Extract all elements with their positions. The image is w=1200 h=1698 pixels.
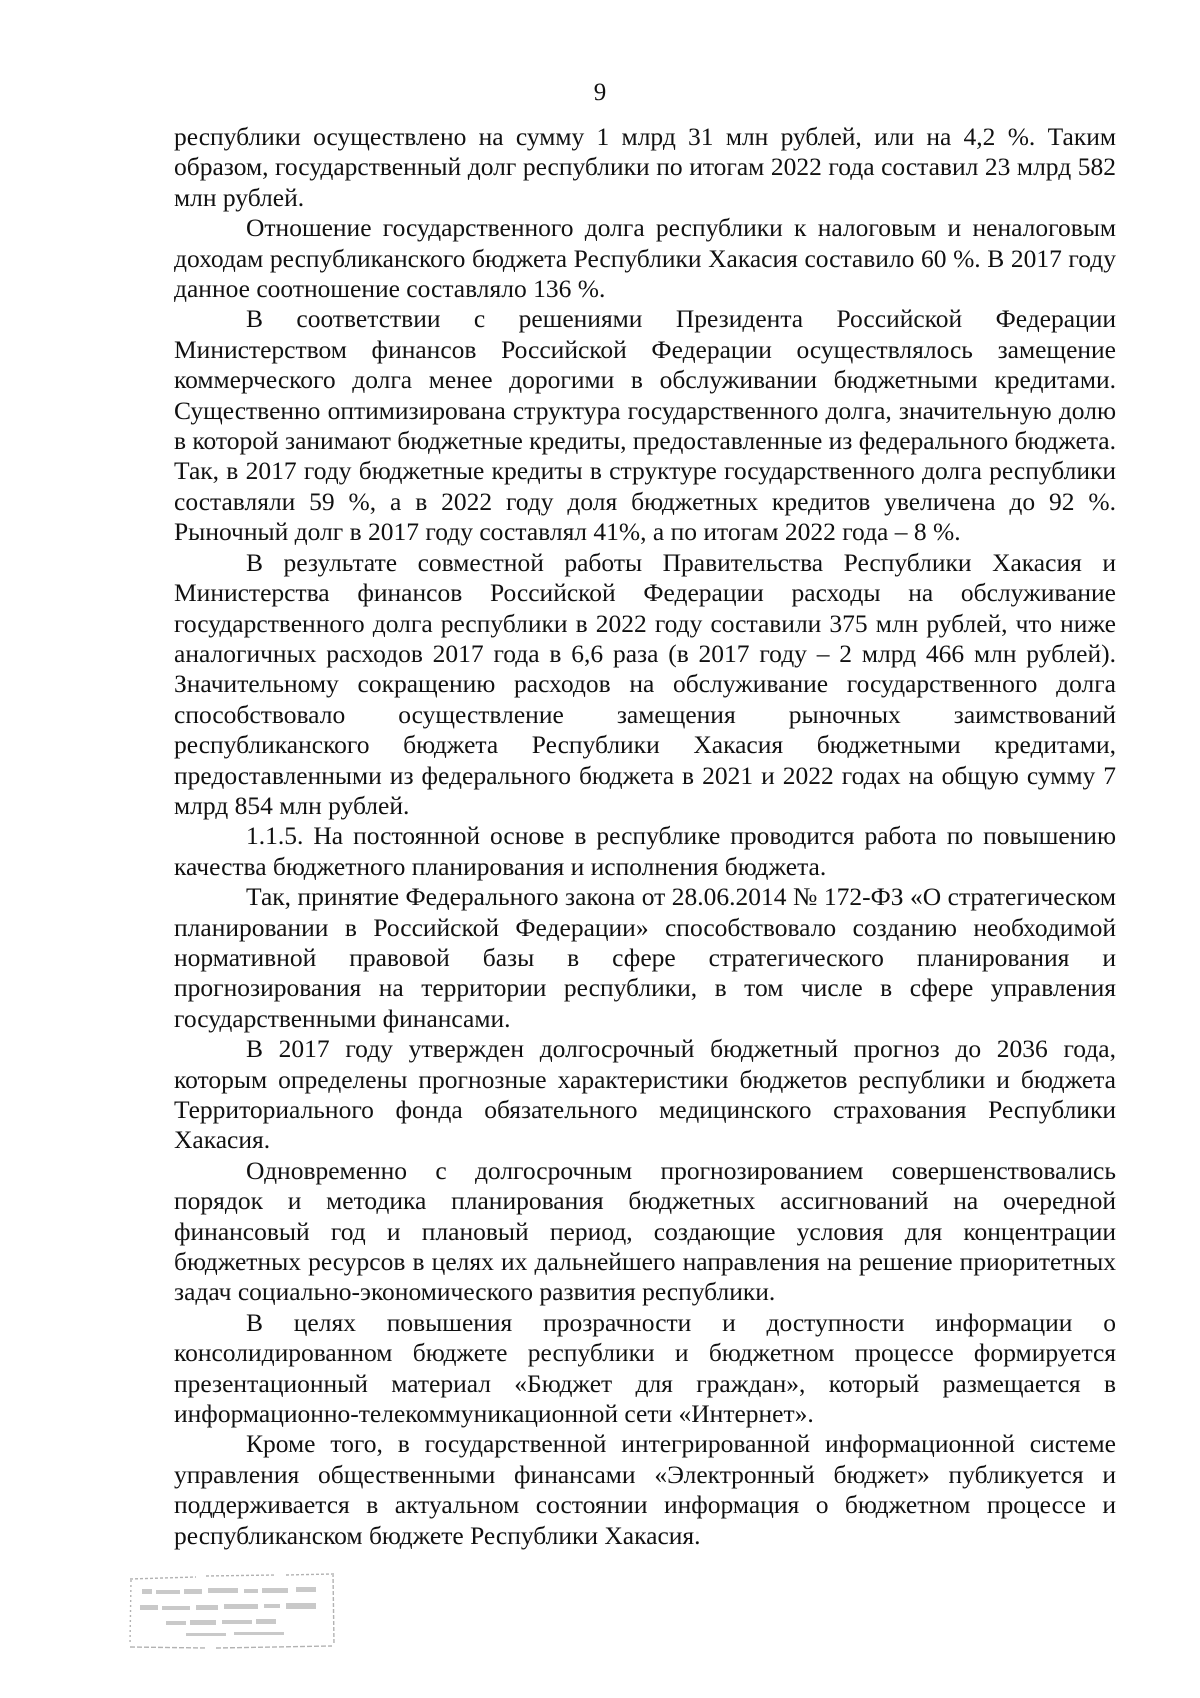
page-number: 9 [593,79,607,106]
paragraph-2: Отношение государственного долга республики к налоговым и неналоговым доходам республиканского бюджета Республики Хакасия составило 60 %. В 2017 году данное соотношение составляло 136 %. [174,213,1116,304]
paragraph-7: В 2017 году утвержден долгосрочный бюджетный прогноз до 2036 года, которым определены прогнозные характеристики бюджетов республики и бюджета Территориального фонда обязательного медицинского страхования Республики Хакасия. [174,1034,1116,1155]
paragraph-1: республики осуществлено на сумму 1 млрд 31 млн рублей, или на 4,2 %. Таким образом, государственный долг республики по итогам 2022 года составил 23 млрд 582 млн рублей. [174,122,1116,212]
paragraph-5: 1.1.5. На постоянной основе в республике проводится работа по повышению качества бюджетного планирования и исполнения бюджета. [174,821,1116,881]
paragraph-6: Так, принятие Федерального закона от 28.06.2014 № 172-ФЗ «О стратегическом планировании в Российской Федерации» способствовало созданию необходимой нормативной правовой базы в сфере стратегического планирования и прогнозирования на территории республики, в том числе в сфере управления государственными финансами. [174,882,1116,1033]
paragraph-10: Кроме того, в государственной интегрированной информационной системе управления общественными финансами «Электронный бюджет» публикуется и поддерживается в актуальном состоянии информация о бюджетном процессе и республиканском бюджете Республики Хакасия. [174,1429,1116,1550]
paragraph-8: Одновременно с долгосрочным прогнозированием совершенствовались порядок и методика планирования бюджетных ассигнований на очередной финансовый год и плановый период, создающие условия для концентрации бюджетных ресурсов в целях их дальнейшего направления на решение приоритетных задач социально-экономического развития республики. [174,1155,1116,1307]
faded-stamp-icon [126,1565,342,1653]
paragraph-9: В целях повышения прозрачности и доступности информации о консолидированном бюджете республики и бюджетном процессе формируется презентационный материал «Бюджет для граждан», который размещается в информационно-телекоммуникационной сети «Интернет». [174,1307,1116,1429]
document-body [174,122,1116,1551]
paragraph-3: В соответствии с решениями Президента Российской Федерации Министерством финансов Российской Федерации осуществлялось замещение коммерческого долга менее дорогими в обслуживании бюджетными кредитами. Существенно оптимизирована структура государственного долга, значительную долю в которой занимают бюджетные кредиты, предоставленные из федерального бюджета. Так, в 2017 году бюджетные кредиты в структуре государственного долга республики составляли 59 %, а в 2022 году доля бюджетных кредитов увеличена до 92 %. Рыночный долг в 2017 году составлял 41%, а по итогам 2022 года – 8 %. [174,304,1116,547]
paragraph-4: В результате совместной работы Правительства Республики Хакасия и Министерства финансов Российской Федерации расходы на обслуживание государственного долга республики в 2022 году составили 375 млн рублей, что ниже аналогичных расходов 2017 года в 6,6 раза (в 2017 году – 2 млрд 466 млн рублей). Значительному сокращению расходов на обслуживание государственного долга способствовало осуществление замещения рыночных заимствований республиканского бюджета Республики Хакасия бюджетными кредитами, предоставленными из федерального бюджета в 2021 и 2022 годах на общую сумму 7 млрд 854 млн рублей. [174,547,1116,820]
